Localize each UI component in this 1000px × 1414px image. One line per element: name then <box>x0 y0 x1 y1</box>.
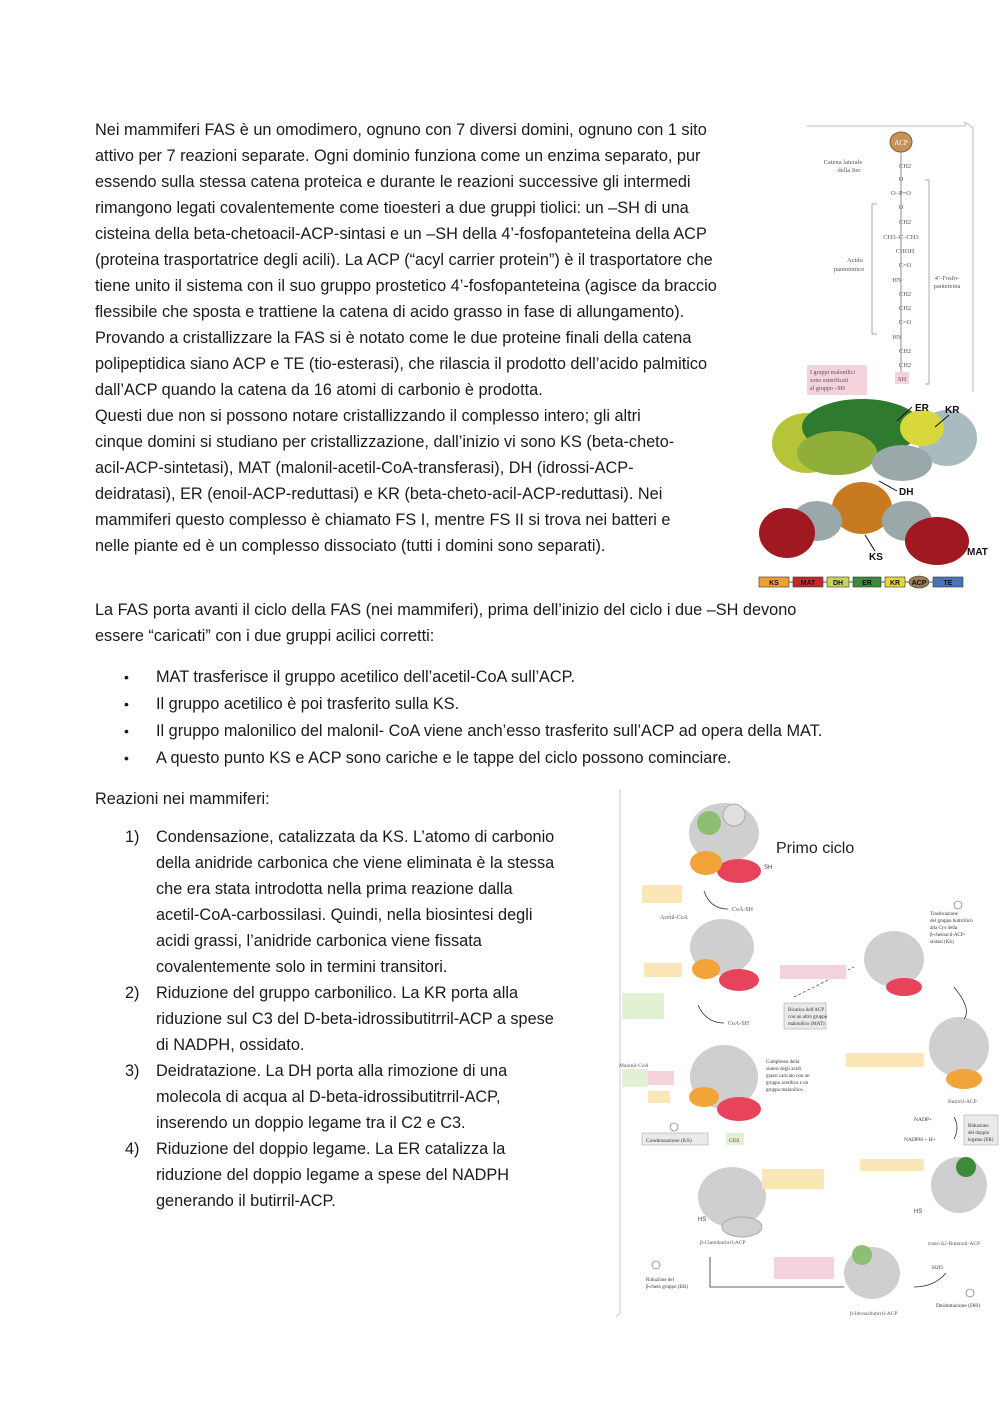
acyl-box <box>846 1053 924 1067</box>
fosfo-bracket <box>925 180 929 384</box>
item-number: 2) <box>125 984 140 1002</box>
chain-atom: CH2 <box>898 219 912 226</box>
ks-domain <box>690 851 722 875</box>
text-line: La FAS porta avanti il ciclo della FAS (nei mammiferi), prima dell’inizio del ciclo i due –SH devono <box>95 601 797 619</box>
bullet-item: • Il gruppo malonilico del malonil- CoA viene anch’esso trasferito sull’ACP ad opera della MAT. <box>95 718 822 745</box>
malonil-label: I gruppi malonilici <box>810 370 855 376</box>
acetyl-box <box>648 1091 670 1103</box>
text-line: acetil-CoA-carbossilasi. Quindi, nella biosintesi degli <box>156 906 533 924</box>
text-line: acil-ACP-sintetasi), MAT (malonil-acetil-CoA-transferasi), DH (idrossi-ACP- <box>95 459 634 477</box>
domain-blob <box>797 431 877 475</box>
reactions-heading <box>95 786 270 812</box>
text-line: acidi grassi, l’anidride carbonica viene fissata <box>156 932 482 950</box>
text-line: Riduzione del gruppo carbonilico. La KR porta alla <box>156 984 519 1002</box>
text-line: riduzione sul C3 del D-beta-idrossibutitrril-ACP a spese <box>156 1010 554 1028</box>
text-line: polipeptidica siano ACP e TE (tio-esterasi), che rilascia il prodotto dell’acido palmitico <box>95 355 708 373</box>
text-line: tiene unito il sistema con il suo gruppo prostetico 4’-fosfopanteteina (agisce da braccio <box>95 277 717 295</box>
acido-bracket <box>872 204 877 334</box>
trasloc-label: Traslocazione <box>930 912 958 917</box>
malonil-label: al gruppo –SH <box>810 386 845 392</box>
chain-atom: CH3–C–CH3 <box>883 234 919 241</box>
acyl-box <box>860 1159 924 1171</box>
domain-bar-label: MAT <box>800 580 816 587</box>
enzyme-complex <box>844 1245 900 1299</box>
domain-blob <box>872 445 932 481</box>
reaction-item <box>95 1058 554 1136</box>
malonil-label: sono esterificati <box>810 378 849 384</box>
acyl-box <box>780 965 846 979</box>
idrossibutirril-label: β-Idrossibutirril-ACP <box>850 1311 898 1317</box>
complesso-label: sintesi degli acidi <box>766 1067 801 1072</box>
co2-label: CO2 <box>729 1138 740 1144</box>
ricarica-label: Ricarica dell'ACP <box>788 1008 825 1013</box>
text-line: flessibile che sposta e trattiene la catena di acido grasso in fase di allungamento). <box>95 303 685 321</box>
arrow <box>954 987 966 1019</box>
chain-atom: CHOH <box>895 248 915 255</box>
figure-border <box>616 789 620 1317</box>
mat-domain <box>886 978 922 996</box>
mat-label: MAT <box>967 547 988 558</box>
text-line: che era stata introdotta nella prima reazione dalla <box>156 880 513 898</box>
enzyme-complex <box>929 1017 989 1089</box>
text-line: Questi due non si possono notare cristallizzando il complesso intero; gli altri <box>95 407 641 425</box>
chain-atom: SH <box>897 376 907 383</box>
complesso-label: gruppo acetilico e un <box>766 1081 809 1086</box>
domain-bar-label: DH <box>832 580 844 587</box>
cycle-intro-paragraph <box>95 597 796 649</box>
chain-atom: HN <box>892 277 902 284</box>
text-line: (proteina trasportatrice degli acili). La ACP (“acyl carrier protein”) è il trasportatore che <box>95 251 713 269</box>
condensazione-label: Condensazione (KS) <box>646 1138 692 1144</box>
text-line: Provando a cristallizzare la FAS si è notato come le due proteine finali della catena <box>95 329 692 347</box>
enzyme-body <box>929 1017 989 1077</box>
dh-label: DH <box>899 487 914 498</box>
trasloc-label: del gruppo butirrilico <box>930 919 973 924</box>
text-line: essendo sulla stessa catena proteica e durante le reazioni successive gli intermedi <box>95 173 691 191</box>
nadph-label: NADPH + H+ <box>904 1137 936 1143</box>
text-line: attivo per 7 reazioni separate. Ogni dominio funziona come un enzima separato, pur <box>95 147 701 165</box>
trasloc-label: β-chetoacil-ACP- <box>930 933 966 938</box>
text-line: nelle piante ed è un complesso dissociato (tutti i domini sono separati). <box>95 537 606 555</box>
label-pointer <box>865 535 875 551</box>
text-line: deidratasi), ER (enoil-ACP-reduttasi) e KR (beta-cheto-acil-ACP-reduttasi). Nei <box>95 485 663 503</box>
dh-domain <box>697 811 721 835</box>
enzyme-complex <box>690 919 759 991</box>
malonyl-box <box>622 993 664 1019</box>
coash-label: CoA-SH <box>732 907 754 913</box>
nadp-label: NADP+ <box>914 1117 933 1123</box>
arrow <box>704 891 728 909</box>
hs-label: HS <box>914 1209 923 1215</box>
text-line: di NADPH, ossidato. <box>156 1036 305 1054</box>
reactions-list <box>95 824 554 1214</box>
butenoil-label: trans-Δ2-Butenoil-ACP <box>928 1241 981 1247</box>
ks-label: KS <box>869 552 883 563</box>
enzyme-complex <box>864 931 924 996</box>
chain-atom: CH2 <box>898 305 912 312</box>
text-line: molecola di acqua al D-beta-idrossibutitrril-ACP, <box>156 1088 501 1106</box>
rid-doppio-label: legame (ER) <box>968 1138 994 1143</box>
enzyme-complex <box>698 1167 766 1237</box>
reaction-item <box>95 980 554 1058</box>
text-line: Deidratazione. La DH porta alla rimozione di una <box>156 1062 508 1080</box>
step-circle <box>670 1123 678 1131</box>
text-line: covalentemente solo in termini transitori. <box>156 958 448 976</box>
domain-bar-label: KS <box>769 580 779 587</box>
acido-label: pantotenico <box>833 266 865 273</box>
enzyme-complex <box>689 803 761 883</box>
rid-beta-label: Riduzione del <box>646 1278 674 1283</box>
text-line: inserendo un doppio legame tra il C2 e C3. <box>156 1114 466 1132</box>
kr-label: KR <box>945 405 960 416</box>
sh-label: SH <box>764 865 773 871</box>
enzyme-complex <box>689 1045 761 1121</box>
mat-domain <box>717 859 761 883</box>
mat-domain <box>717 1097 761 1121</box>
complesso-label: Complesso della <box>766 1060 800 1065</box>
item-number: 1) <box>125 828 140 846</box>
dh-domain <box>852 1245 872 1265</box>
text-line: della anidride carbonica che viene eliminata è la stessa <box>156 854 555 872</box>
phosphopantetheine-figure <box>805 122 1000 397</box>
ks-domain <box>946 1069 982 1089</box>
bullet-item: • Il gruppo acetilico è poi trasferito sulla KS. <box>95 691 822 718</box>
chain-atom: C=O <box>898 262 912 269</box>
step-circle <box>954 901 962 909</box>
rid-doppio-label: del doppio <box>968 1131 990 1136</box>
enzyme-complex <box>931 1157 987 1213</box>
ser-label: della Ser <box>837 167 861 174</box>
deidrat-label: Deidratazione (DH) <box>936 1303 980 1309</box>
domain-blob <box>900 410 944 446</box>
acyl-box <box>774 1257 834 1279</box>
text-line: Condensazione, catalizzata da KS. L’atomo di carbonio <box>156 828 555 846</box>
ser-label: Catena laterale <box>823 159 863 166</box>
text-line: cinque domini si studiano per cristallizzazione, dall’inizio vi sono KS (beta-cheto- <box>95 433 675 451</box>
er-domain <box>956 1157 976 1177</box>
malonil-coa-label: Malonil-CoA <box>619 1063 649 1069</box>
arrow <box>698 1005 724 1023</box>
acetyl-box <box>644 963 682 977</box>
ricarica-label: malonilico (MAT) <box>788 1022 825 1027</box>
domain-bar-label: ACP <box>911 580 927 587</box>
fosfo-label: panteteina <box>933 283 961 290</box>
trasloc-label: sintasi (KS) <box>930 940 954 945</box>
trasloc-label: alla Cys della <box>930 926 958 931</box>
malonyl-box <box>622 1069 648 1087</box>
arrow <box>914 1273 946 1287</box>
complesso-label: gruppo malonilico <box>766 1088 803 1093</box>
acetil-coa-label: Acetil-CoA <box>660 915 688 921</box>
text-line: mammiferi questo complesso è chiamato FS I, mentre FS II si trova nei batteri e <box>95 511 671 529</box>
chetobutirril-label: β-Chetobutirril-ACP <box>700 1240 746 1246</box>
ks-domain <box>689 1087 719 1107</box>
arrow <box>954 1117 957 1139</box>
domain-bar-label: KR <box>889 580 901 587</box>
domain-bar <box>759 576 963 588</box>
acyl-box <box>648 1071 674 1085</box>
mat-domain <box>719 969 759 991</box>
text-line: rimangono legati covalentemente come tioesteri a due gruppi tiolici: un –SH di una <box>95 199 689 217</box>
er-label: ER <box>915 403 929 414</box>
acp-label: ACP <box>894 139 908 147</box>
bullet-item: • MAT trasferisce il gruppo acetilico dell’acetil-CoA sull’ACP. <box>95 664 822 691</box>
item-number: 4) <box>125 1140 140 1158</box>
rid-doppio-label: Riduzione <box>968 1124 989 1129</box>
domain-blob <box>905 517 969 565</box>
ks-domain <box>692 959 720 979</box>
first-cycle-figure <box>614 787 1000 1319</box>
domain-bar-label: TE <box>943 580 953 587</box>
h2o-label: H2O <box>932 1265 943 1271</box>
bullet-item: • A questo punto KS e ACP sono cariche e le tappe del ciclo possono cominciare. <box>95 745 822 772</box>
text-line: Riduzione del doppio legame. La ER catalizza la <box>156 1140 506 1158</box>
text-line: dall’ACP quando la catena da 16 atomi di carbonio è prodotta. <box>95 381 543 399</box>
chain-atom: CH2 <box>898 348 912 355</box>
chain-atom: O <box>898 204 904 211</box>
kr-domain <box>723 804 745 826</box>
fosfo-label: 4’-Fosfo- <box>934 275 960 282</box>
chain-atom: HN <box>892 334 902 341</box>
hs-label: HS <box>698 1217 707 1223</box>
heading-text: Reazioni nei mammiferi: <box>95 790 270 808</box>
step-circle <box>966 1289 974 1297</box>
chain-atom: O <box>898 176 904 183</box>
text-line: riduzione del doppio legame a spese del NADPH <box>156 1166 509 1184</box>
chain-atom: O–P=O <box>891 190 911 197</box>
fas-structure-figure <box>757 393 1000 593</box>
reaction-item <box>95 1136 554 1214</box>
text-line: generando il butirril-ACP. <box>156 1192 336 1210</box>
bullet-list <box>95 664 822 772</box>
text-line: Nei mammiferi FAS è un omodimero, ognuno con 7 diversi domini, ognuno con 1 sito <box>95 121 707 139</box>
acetyl-box <box>642 885 682 903</box>
reaction-item <box>95 824 554 980</box>
intro-paragraph <box>95 117 717 559</box>
chain-atom: CH2 <box>898 291 912 298</box>
coash-label: CoA-SH <box>728 1021 750 1027</box>
complesso-label: grassi caricato con un <box>766 1074 810 1079</box>
item-number: 3) <box>125 1062 140 1080</box>
chain-atom: CH2 <box>898 362 912 369</box>
enzyme-body <box>864 931 924 987</box>
step-circle <box>652 1261 660 1269</box>
mat-domain <box>722 1217 762 1237</box>
acyl-box <box>762 1169 824 1189</box>
butirril-label: Butirril-ACP <box>948 1099 977 1105</box>
cycle-title: Primo ciclo <box>776 840 855 857</box>
text-line: cisteina della beta-chetoacil-ACP-sintasi e un –SH della 4’-fosfopanteteina della ACP <box>95 225 707 243</box>
domain-blob <box>759 508 815 558</box>
domain-bar-label: ER <box>862 580 872 587</box>
text-line: essere “caricati” con i due gruppi acilici corretti: <box>95 627 435 645</box>
ricarica-label: con un altro gruppo <box>788 1015 828 1020</box>
chain-atom: C=O <box>898 319 912 326</box>
rid-beta-label: β-cheto gruppo (KR) <box>646 1285 688 1290</box>
chain-atom: CH2 <box>898 163 912 170</box>
acido-label: Acido <box>847 257 863 264</box>
